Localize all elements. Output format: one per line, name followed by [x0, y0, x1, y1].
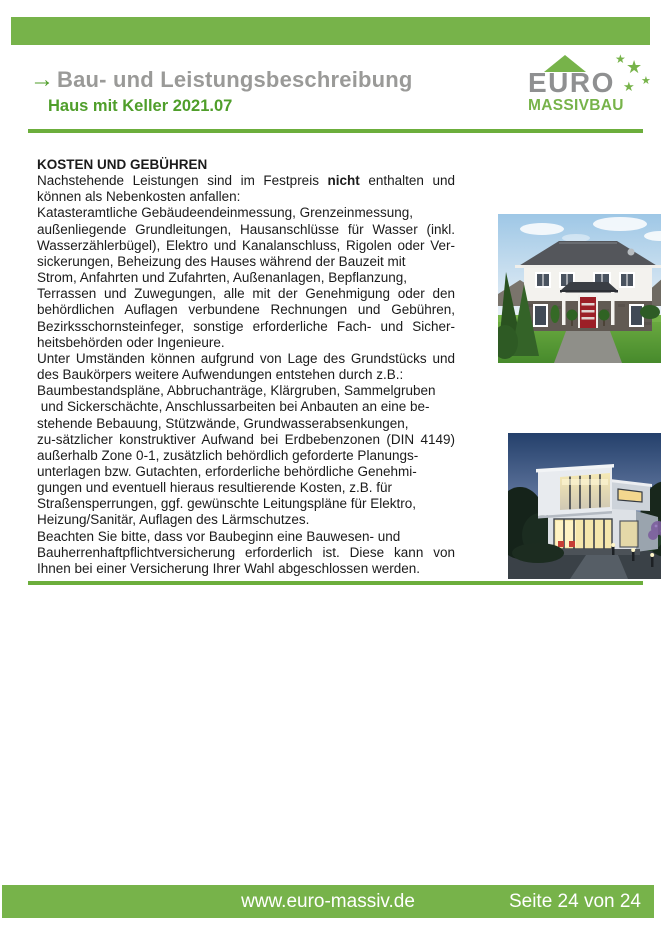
arrow-icon: →	[30, 66, 54, 93]
body-text-line: Heizung/Sanitär, Auflagen des Lärmschutzes.	[37, 512, 310, 528]
house-photo-modern-illustration	[508, 433, 661, 579]
document-header	[30, 68, 413, 92]
page-title: Bau- und Leistungsbeschreibung	[57, 67, 413, 92]
body-text-line: Nachstehende Leistungen sind im Festpreis nicht enthalten und	[37, 173, 456, 189]
star-icon: ★	[623, 79, 635, 94]
footer-page-number: Seite 24 von 24	[508, 891, 641, 912]
body-text-line: Straßensperrungen, ggf. gewünschte Leitungspläne für Elektro,	[37, 496, 416, 512]
body-text-line: des Baukörpers weitere Aufwendungen entstehen durch z.B.:	[37, 367, 404, 383]
body-text-line: Bauherrenhaftpflichtversicherung erforderlich ist. Diese kann von	[37, 544, 455, 560]
body-text-line: Ihnen bei einer Versicherung Ihrer Wahl abgeschlossen werden.	[37, 560, 420, 576]
body-text-line: außenliegende Grundleitungen, Hausanschlüsse für Wasser (inkl.	[37, 221, 455, 237]
body-lines	[37, 173, 455, 577]
section-heading: KOSTEN UND GEBÜHREN	[37, 157, 208, 172]
body-text-line: heitsbehörden oder Ingenieure.	[37, 334, 225, 350]
body-end-rule	[28, 581, 643, 585]
body-text-line: Katasteramtliche Gebäudeendeinmessung, Grenzeinmessung,	[37, 205, 413, 221]
body-text-line: Strom, Anfahrten und Zufahrten, Außenanlagen, Bepflanzung,	[37, 270, 408, 286]
logo-subline: MASSIVBAU	[528, 97, 624, 114]
body-text-line: Baumbestandspläne, Abbruchanträge, Klärgruben, Sammelgruben	[37, 383, 436, 399]
body-text-line: und Sickerschächte, Anschlussarbeiten bei Anbauten an eine be-	[37, 399, 430, 415]
body-text-block	[37, 157, 455, 577]
top-green-bar	[11, 17, 650, 45]
body-text-line: Beachten Sie bitte, dass vor Baubeginn eine Bauwesen- und	[37, 528, 401, 544]
body-text-line: Wasserzählerbügel), Elektro und Kanalanschluss, Rigolen oder Ver-	[37, 237, 455, 253]
house-photo-modern	[508, 433, 661, 579]
footer-website-url: www.euro-massiv.de	[241, 891, 415, 912]
body-text-line: stehende Bebauung, Stützwände, Grundwasserabsenkungen,	[37, 415, 409, 431]
header-divider-rule	[28, 129, 643, 133]
star-icon: ★	[615, 52, 626, 66]
body-text-line: Terrassen und Zuwegungen, alle mit der Genehmigung oder den	[37, 286, 455, 302]
house-photo-classic	[498, 214, 661, 363]
euro-massivbau-logo	[520, 50, 656, 122]
body-text-line: behördlichen Auflagen verbundene Rechnungen und Gebühren,	[37, 302, 455, 318]
body-text-line: Unter Umständen können aufgrund von Lage des Grundstücks und	[37, 350, 455, 366]
house-photo-classic-illustration	[498, 214, 661, 363]
body-text-line: Bezirksschornsteinfeger, sonstige erforderliche Fach- und Sicher-	[37, 318, 455, 334]
body-text-line: zu-sätzlicher konstruktiver Aufwand bei Erdbebenzonen (DIN 4149)	[37, 431, 455, 447]
star-icon: ★	[626, 57, 643, 77]
body-text-line: gungen und eventuell hieraus resultierende Kosten, z.B. für	[37, 480, 392, 496]
page-subtitle: Haus mit Keller 2021.07	[48, 97, 233, 115]
footer-bar	[2, 885, 654, 918]
body-text-line: können als Nebenkosten anfallen:	[37, 189, 241, 205]
body-text-line: außerhalb Zone 0-1, zusätzlich behördlich geforderte Planungs-	[37, 447, 419, 463]
body-text-line: unterlagen bzw. Gutachten, erforderliche behördliche Genehmi-	[37, 463, 417, 479]
body-text-line: sickerungen, Beheizung des Hauses während der Bauzeit mit	[37, 253, 406, 269]
star-icon: ★	[641, 75, 651, 87]
logo-wordmark: EURO	[528, 67, 615, 98]
